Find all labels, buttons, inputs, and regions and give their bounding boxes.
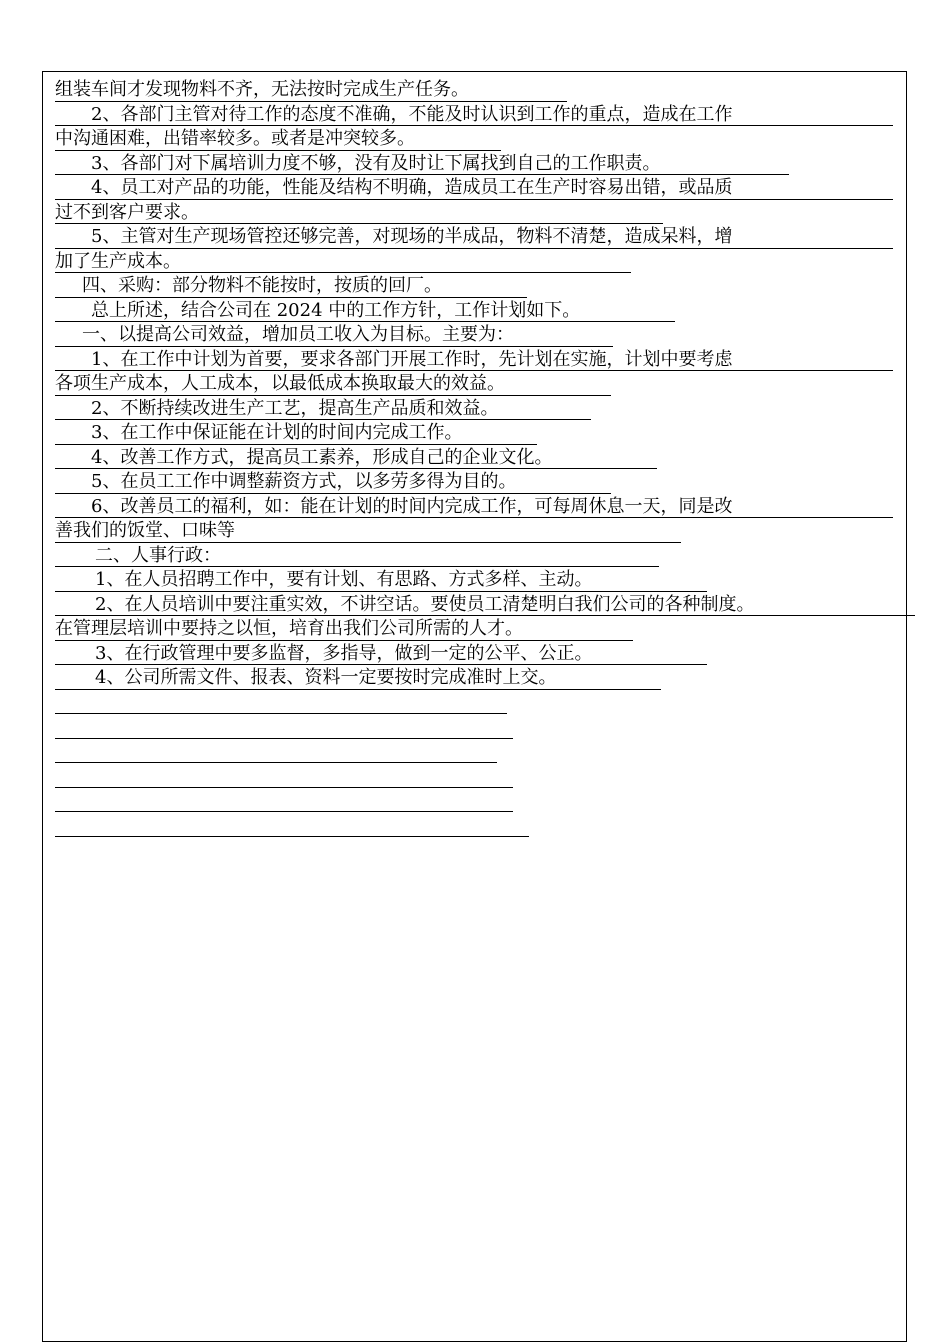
underline-rule xyxy=(55,664,707,665)
document-line xyxy=(55,372,895,397)
document-line xyxy=(55,225,895,250)
blank-underline-line xyxy=(55,789,895,814)
blank-underline-line xyxy=(55,740,895,765)
line-text: 4、公司所需文件、报表、资料一定要按时完成准时上交。 xyxy=(95,667,557,688)
underline-rule xyxy=(55,297,527,298)
document-line xyxy=(55,176,895,201)
blank-underline-line xyxy=(55,715,895,740)
underline-rule xyxy=(55,174,789,175)
document-line xyxy=(55,421,895,446)
line-text: 2、不断持续改进生产工艺，提高生产品质和效益。 xyxy=(91,397,499,419)
document-line xyxy=(55,78,895,103)
underline-rule xyxy=(55,738,513,739)
underline-rule xyxy=(55,591,707,592)
underline-rule xyxy=(55,370,893,371)
page-border-top xyxy=(42,71,907,72)
document-line xyxy=(55,397,895,422)
document-line xyxy=(55,593,895,618)
document-line xyxy=(55,127,895,152)
line-text: 2、各部门主管对待工作的态度不准确，不能及时认识到工作的重点，造成在工作 xyxy=(91,103,733,125)
line-text: 在管理层培训中要持之以恒，培育出我们公司所需的人才。 xyxy=(55,618,523,639)
page-header xyxy=(0,58,950,70)
underline-rule xyxy=(55,150,501,151)
document-line xyxy=(55,348,895,373)
underline-rule xyxy=(55,199,893,200)
document-line xyxy=(55,201,895,226)
line-text: 四、采购：部分物料不能按时，按质的回厂。 xyxy=(82,275,442,296)
underline-rule xyxy=(55,223,663,224)
underline-rule xyxy=(55,444,537,445)
document-line xyxy=(55,323,895,348)
underline-rule xyxy=(55,689,661,690)
underline-rule xyxy=(55,493,611,494)
document-line xyxy=(55,544,895,569)
underline-rule xyxy=(55,468,657,469)
line-text: 2、在人员培训中要注重实效，不讲空话。要使员工清楚明白我们公司的各种制度。 xyxy=(95,593,755,615)
document-line xyxy=(55,274,895,299)
line-text: 组装车间才发现物料不齐，无法按时完成生产任务。 xyxy=(55,79,469,100)
underline-rule xyxy=(55,787,513,788)
line-text: 1、在工作中计划为首要，要求各部门开展工作时，先计划在实施，计划中要考虑 xyxy=(91,348,733,370)
underline-rule xyxy=(55,615,915,616)
underline-rule xyxy=(55,346,613,347)
line-text: 1、在人员招聘工作中，要有计划、有思路、方式多样、主动。 xyxy=(95,569,593,590)
document-line xyxy=(55,568,895,593)
underline-rule xyxy=(55,101,567,102)
line-text: 4、员工对产品的功能，性能及结构不明确，造成员工在生产时容易出错，或品质 xyxy=(91,177,733,198)
blank-underline-line xyxy=(55,691,895,716)
document-line xyxy=(55,495,895,520)
line-text: 善我们的饭堂、口味等 xyxy=(55,520,235,541)
line-text: 6、改善员工的福利，如：能在计划的时间内完成工作，可每周休息一天，同是改 xyxy=(91,495,733,517)
underline-rule xyxy=(55,517,893,518)
underline-rule xyxy=(55,762,497,763)
underline-rule xyxy=(55,272,631,273)
underline-rule xyxy=(55,713,507,714)
line-text: 各项生产成本，人工成本，以最低成本换取最大的效益。 xyxy=(55,373,505,394)
line-text: 5、在员工工作中调整薪资方式，以多劳多得为目的。 xyxy=(91,471,517,492)
line-text: 中沟通困难，出错率较多。或者是冲突较多。 xyxy=(55,128,415,149)
line-text: 3、各部门对下属培训力度不够，没有及时让下属找到自己的工作职责。 xyxy=(91,152,661,174)
underline-rule xyxy=(55,395,611,396)
underline-rule xyxy=(55,811,513,812)
underline-rule xyxy=(55,542,681,543)
document-line xyxy=(55,250,895,275)
document-line xyxy=(55,666,895,691)
line-text: 3、在行政管理中要多监督，多指导，做到一定的公平、公正。 xyxy=(95,642,593,664)
underline-rule xyxy=(55,640,633,641)
underline-rule xyxy=(55,566,659,567)
underline-rule xyxy=(55,419,591,420)
document-line xyxy=(55,519,895,544)
line-text: 一、以提高公司效益，增加员工收入为目标。主要为： xyxy=(82,324,514,345)
line-text: 5、主管对生产现场管控还够完善，对现场的半成品，物料不清楚，造成呆料，增 xyxy=(91,226,733,247)
document-line xyxy=(55,446,895,471)
blank-underline-line xyxy=(55,764,895,789)
document-line xyxy=(55,617,895,642)
underline-rule xyxy=(55,321,675,322)
document-line xyxy=(55,152,895,177)
underline-rule xyxy=(55,836,529,837)
document-line xyxy=(55,103,895,128)
document-body xyxy=(55,78,895,838)
line-text: 3、在工作中保证能在计划的时间内完成工作。 xyxy=(91,422,463,443)
underline-rule xyxy=(55,248,893,249)
document-line xyxy=(55,299,895,324)
line-text: 总上所述，结合公司在 2024 中的工作方针，工作计划如下。 xyxy=(91,299,581,321)
document-line xyxy=(55,470,895,495)
line-text: 4、改善工作方式，提高员工素养，形成自己的企业文化。 xyxy=(91,446,553,468)
line-text: 二、人事行政： xyxy=(95,544,221,566)
document-line xyxy=(55,642,895,667)
blank-underline-line xyxy=(55,813,895,838)
underline-rule xyxy=(55,125,893,126)
line-text: 过不到客户要求。 xyxy=(55,201,199,223)
line-text: 加了生产成本。 xyxy=(55,250,181,272)
